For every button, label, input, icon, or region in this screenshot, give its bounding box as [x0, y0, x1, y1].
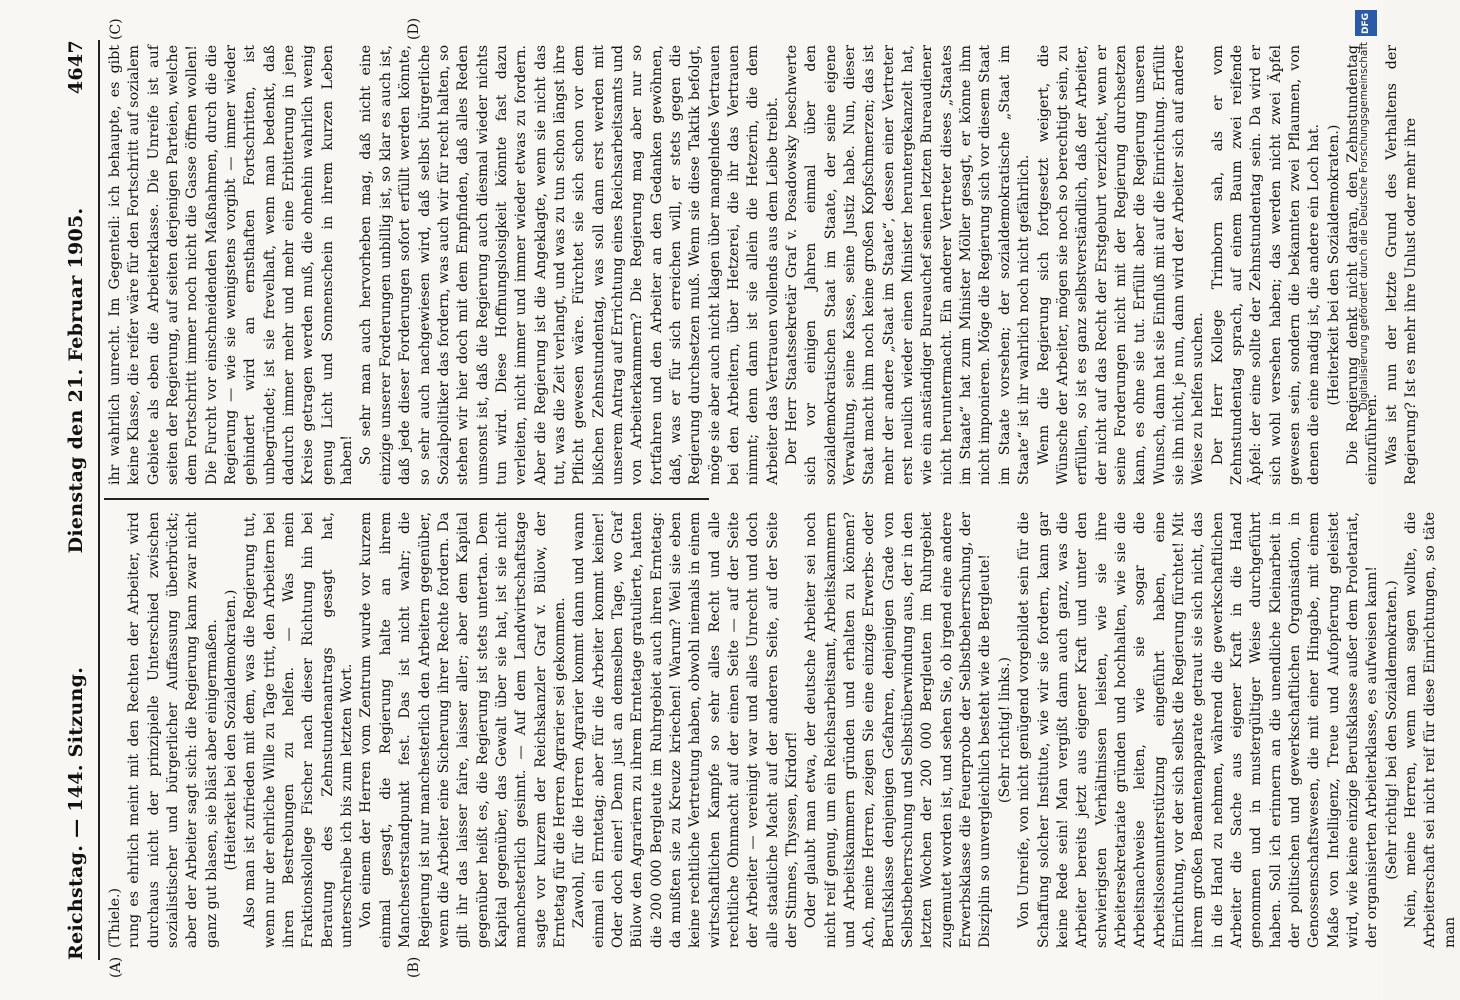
- paragraph: Oder glaubt man etwa, der deutsche Arbeiter sei noch nicht reif genug, um ein Reichsarbeitsamt, Arbeitskammern und Arbeitskammern gründen und erhalten zu können? Ach, meine Herren, zeigen Sie eine einzige Erwerbs- oder Berufsklasse denjenigen Gefahren, denjenigen Grade von Selbstbeherrschung und Selbstüberwindung aus, der in den letzten Wochen der 200 000 Bergleuten im Ruhrgebiet zugemutet worden ist, und sehen Sie, ob irgend eine andere Erwerbsklasse die Feuerprobe der Selbstbeherrschung, der Disziplin so unvergleichlich besteht wie die Bergleute!: [803, 512, 994, 948]
- paragraph: Von Unreife, von nicht genügend vorgebildet sein für die Schaffung solcher Institute, wie wir sie fordern, kann gar keine Rede sein! Man vergißt dann auch ganz, was die Arbeiter bereits jetzt aus eigener Kraft und unter den schwierigsten Verhältnissen leisten, wie sie ihre Arbeitersekretariate gründen und hochhalten, wie sie die Arbeitsnachweise leiten, wie sie sogar die Arbeitslosenunterstützung eingeführt haben, eine Einrichtung, vor der sich selbst die Regierung fürchtet! Mit ihrem großen Beamtenapparate getraut sie sich nicht, das in die Hand zu nehmen, während die gewerkschaftlichen Arbeiter die Sache aus eigener Kraft in die Hand genommen und in mustergültiger Weise durchgeführt haben. Soll ich erinnern an die unendliche Kleinarbeit in der politischen und gewerkschaftlichen Organisation, in Genossenschaftswesen, die mit einer Hingabe, mit einem Maße von Intelligenz, Treue und Aufopferung geleistet wird, wie keine einzige Berufsklasse außer dem Proletariat, der organisierten Arbeiterklasse, es aufweisen kann!: [1016, 512, 1381, 948]
- header-rule: [98, 40, 100, 960]
- interjection: (Sehr richtig! bei den Sozialdemokraten.): [1383, 580, 1400, 880]
- margin-marker-a: (A): [108, 956, 124, 978]
- page-number: 4647: [65, 40, 87, 95]
- margin-marker-d: (D): [406, 17, 422, 40]
- dfg-logo: DFG: [1355, 10, 1377, 36]
- left-column: [106, 512, 1458, 948]
- dfg-credit: [1355, 6, 1377, 626]
- paragraph: So sehr man auch hervorheben mag, daß nicht eine einzige unserer Forderungen unbillig ist, so klar es auch ist, daß jede dieser Forderungen sofort erfüllt werden könnte, so sehr auch nachgewiesen wird, daß selbst bürgerliche Sozialpolitiker das fordern, was auch wir für recht halten, so stehen wir hier doch mit dem Empfinden, daß alles Reden umsonst ist, daß die Regierung auch diesmal wieder nichts tun wird. Diese Hoffnungslosigkeit könnte fast dazu verleiten, nicht immer und immer wieder etwas zu fordern. Aber die Regierung ist die Angeklagte, wenn sie nicht das tut, was die Zeit verlangt, und was zu tun schon längst ihre Pflicht gewesen wäre. Fürchtet sie sich schon vor dem bißchen Zehnstundentag, was soll dann erst werden mit unserem Antrag auf Errichtung eines Reichsarbeitsamts und von Arbeiterkammern? Die Regierung mag aber nur so fortfahren und den Arbeiter an den Gedanken gewöhnen, daß, was er für sich erreichen will, er stets gegen die Regierung durchsetzen muß. Wenn sie diese Taktik befolgt, möge sie aber auch nicht klagen über mangelndes Vertrauen bei den Arbeitern, über Hetzerei, die ihr das Vertrauen nimmt; denn dann ist sie allein die Hetzerin, die dem Arbeiter das Vertrauen vollends aus dem Leibe treibt.: [358, 45, 781, 485]
- speaker-label: (Thiele.): [107, 887, 123, 948]
- paragraph: rung es ehrlich meint mit den Rechten der Arbeiter, wird durchaus nicht der prinzipielle Unterschied zwischen sozialistischer und bürgerlicher Auffassung überbrückt; aber der Arbeiter sagt sich: die Regierung kann zwar nicht ganz gut blasen, sie bläst aber einigermaßen.: [126, 512, 220, 948]
- header-left: Reichstag. — 144. Sitzung.: [65, 666, 87, 960]
- paragraph: Die Regierung denkt nicht daran, den Zehnstundentag einzuführen.: [1345, 45, 1381, 485]
- interjection: (Sehr richtig! links.): [996, 656, 1013, 804]
- paragraph: Der Herr Staatssekretär Graf v. Posadowsky beschwerte sich vor einigen Jahren einmal über den sozialdemokratischen Staat im Staate, der seine eigene Verwaltung, seine Kasse, seine Justiz habe. Nun, dieser Staat macht ihm noch keine großen Kopfschmerzen; das ist mehr der andere „Staat im Staate“, dessen einer Vertreter erst neulich wieder einen Minister heruntergekanzelt hat, wie ein anständiger Bureauchef seinen letzten Bureaudiener nicht heruntermacht. Ein anderer Vertreter dieses „Staates im Staate“ hat zum Minister Möller gesagt, er könne ihm nicht imponieren. Möge die Regierung sich vor diesem Staat im Staate vorsehen; der sozialdemokratische „Staat im Staate“ ist ihr wahrlich noch nicht gefährlich.: [784, 45, 1033, 485]
- column-divider: [104, 498, 709, 500]
- margin-marker-b: (B): [406, 956, 422, 978]
- page-header: [56, 40, 96, 960]
- paragraph: Von einem der Herren vom Zentrum wurde vor kurzem einmal gesagt, die Regierung halte an ihrem Manchesterstandpunkt fest. Das ist nicht wahr; die Regierung ist nur manchesterlich den Arbeitern gegenüber, wenn die Arbeiter eine Sicherung ihrer Rechte fordern. Da gilt ihr das laisser faire, laisser aller; aber dem Kapital gegenüber heißt es, die Regierung ist stets untertan. Dem Kapital gegenüber, das Gewalt über sie hat, ist sie nicht manchesterlich gesinnt. — Auf dem Landwirtschaftstage sagte vor kurzem der Reichskanzler Graf v. Bülow, der Erntetag für die Herren Agrarier sei gekommen.: [358, 512, 568, 948]
- paragraph: Zawohl, für die Herren Agrarier kommt dann und wann einmal ein Erntetag; aber für die Arbeiter kommt keiner! Oder doch einer! Denn just an demselben Tage, wo Graf Bülow den Agrariern zu ihrem Erntetage gratulierte, hatten die 200 000 Bergleute im Ruhrgebiet auch ihren Erntetag: da mußten sie zu Kreuze kriechen! Warum? Weil sie eben keine rechtliche Vertretung haben, obwohl niemals in einem wirtschaftlichen Kampfe so sehr alles Recht und alle rechtliche Ohnmacht auf der einen Seite — auf der Seite der Arbeiter — vereinigt war und alles Unrecht und doch alle staatliche Macht auf der anderen Seite, auf der Seite der Stinnes, Thyssen, Kirdorf!: [571, 512, 801, 948]
- paragraph: Nein, meine Herren, wenn man sagen wollte, die Arbeiterschaft sei nicht reif für diese Einrichtungen, so täte man: [1403, 512, 1458, 948]
- interjection: (Heiterkeit bei den Sozialdemokraten.): [223, 589, 240, 871]
- interjection: (Heiterkeit bei den Sozialdemokraten.): [1325, 124, 1342, 406]
- dfg-credit-text: Digitalisierung gefördert durch die Deutsche Forschungsgemeinschaft: [1358, 42, 1370, 411]
- paragraph: ihr wahrlich unrecht. Im Gegenteil: ich behaupte, es gibt keine Klasse, die reifer wäre für den Fortschritt auf sozialem Gebiete als eben die Arbeiterklasse. Die Unreife ist auf seiten der Regierung, auf seiten derjenigen Parteien, welche dem Fortschritt immer noch nicht die Gasse öffnen wollen! Die Furcht vor einschneidenden Maßnahmen, durch die die Regierung — wie sie wenigstens vorgibt — immer wieder gehindert wird an ernsthaften Fortschritten, ist unbegründet; ist sie frevelhaft, wenn man bedenkt, daß dadurch immer mehr und mehr eine Erbitterung in jene Kreise getragen werden muß, die ohnehin wahrlich wenig genug Licht und Sonnenschein in ihrem kurzen Leben haben!: [107, 45, 356, 485]
- paragraph: Also man ist zufrieden mit dem, was die Regierung tut, wenn nur der ehrliche Wille zu Tage tritt, den Arbeitern bei ihren Bestrebungen zu helfen. — Was mein Fraktionskollege Fischer nach dieser Richtung hin bei Beratung des Zehnstundenantrags gesagt hat, unterschreibe ich bis zum letzten Wort.: [242, 512, 356, 948]
- paragraph: Wenn die Regierung sich fortgesetzt weigert, die Wünsche der Arbeiter, mögen sie noch so berechtigt sein, zu erfüllen, so ist es ganz selbstverständlich, daß der Arbeiter, der nicht auf das Recht der Erstgeburt verzichtet, wenn er seine Forderungen nicht mit der Regierung durchsetzen kann, es ohne sie tut. Erfüllt aber die Regierung unseren Wunsch, dann hat sie Einfluß mit auf die Einrichtung. Erfüllt sie ihn nicht, je nun, dann wird der Arbeiter sich auf andere Weise zu helfen suchen.: [1035, 45, 1207, 485]
- paragraph: Der Herr Kollege Trimborn sah, als er vom Zehnstundentag sprach, auf einem Baum zwei reifende Äpfel: der eine sollte der Zehnstundentag sein. Da wird er sich wohl versehen haben; das werden nicht zwei Äpfel gewesen sein, sondern die bekannten zwei Pflaumen, von denen die eine madig ist, die andere ein Loch hat.: [1209, 45, 1323, 485]
- paragraph: Was ist nun der letzte Grund des Verhaltens der Regierung? Ist es mehr ihre Unlust oder mehr ihre: [1383, 45, 1420, 485]
- margin-marker-c: (C): [108, 18, 124, 40]
- header-date: Dienstag den 21. Februar 1905.: [65, 207, 87, 554]
